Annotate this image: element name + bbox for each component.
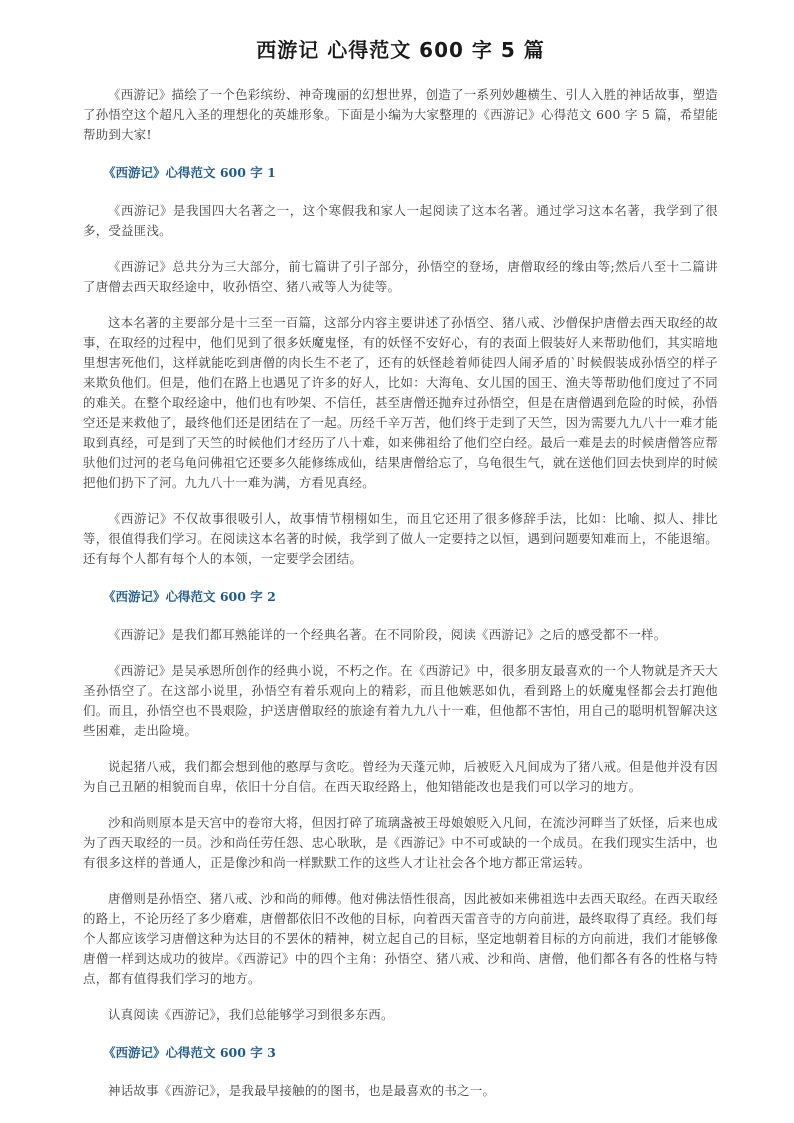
- page-title: 西游记 心得范文 600 字 5 篇: [256, 38, 545, 62]
- paragraph: 唐僧则是孙悟空、猪八戒、沙和尚的师傅。他对佛法悟性很高，因此被如来佛祖选中去西天取经。在西天取经的路上，不论历经了多少磨难，唐僧都依旧不改他的目标，向着西天雷音寺的方向前进，最终取得了真经。我们每个人都应该学习唐僧这种为达目的不罢休的精神，树立起自己的目标，坚定地朝着目标的方向前进，我们才能够像唐僧一样到达成功的彼岸。《西游记》中的四个主角：孙悟空、猪八戒、沙和尚、唐僧，他们都各有各的性格与特点，都有值得我们学习的地方。: [83, 891, 718, 986]
- paragraph: 《西游记》是我们都耳熟能详的一个经典名著。在不同阶段，阅读《西游记》之后的感受都不一样。: [108, 627, 667, 642]
- paragraph: 沙和尚则原本是天宫中的卷帘大将，但因打碎了琉璃盏被王母娘娘贬入凡间，在流沙河畔当了妖怪，后来也成为了西天取经的一员。沙和尚任劳任怨、忠心耿耿，是《西游记》中不可或缺的一个成员。在我们现实生活中，也有很多这样的普通人，正是像沙和尚一样默默工作的这些人才让社会各个地方都正常运转。: [83, 815, 718, 870]
- section-heading-3: 《西游记》心得范文 600 字 3: [103, 1045, 276, 1060]
- paragraph: 《西游记》不仅故事很吸引人，故事情节栩栩如生，而且它还用了很多修辞手法，比如：比喻、拟人、排比等，很值得我们学习。在阅读这本名著的时候，我学到了做人一定要持之以恒，遇到问题要知难而上，不能退缩。还有每个人都有每个人的本领，一定要学会团结。: [83, 511, 718, 566]
- paragraph: 《西游记》是吴承恩所创作的经典小说，不朽之作。在《西游记》中，很多朋友最喜欢的一个人物就是齐天大圣孙悟空了。在这部小说里，孙悟空有着乐观向上的精彩，而且他嫉恶如仇，看到路上的妖魔鬼怪都会去打跑他们。而且，孙悟空也不畏艰险，护送唐僧取经的旅途有着九九八十一难，但他都不害怕，用自己的聪明机智解决这些困难，走出险境。: [83, 663, 718, 738]
- paragraph: 这本名著的主要部分是十三至一百篇，这部分内容主要讲述了孙悟空、猪八戒、沙僧保护唐僧去西天取经的故事，在取经的过程中，他们见到了很多妖魔鬼怪，有的妖怪不安好心，有的表面上假装好人来帮助他们，其实暗地里想害死他们，这样就能吃到唐僧的肉长生不老了，还有的妖怪趁着师徒四人闹矛盾的`时候假装成孙悟空的样子来欺负他们。但是，他们在路上也遇见了许多的好人，比如：大海龟、女儿国的国王、渔夫等帮助他们度过了不同的难关。在整个取经途中，他们也有吵架、不信任，甚至唐僧还抛弃过孙悟空，但是在唐僧遇到危险的时候，孙悟空还是来救他了，最终他们还是团结在了一起。历经千辛万苦，他们终于走到了天竺，因为需要九九八十一难才能取到真经，可是到了天竺的时候他们才经历了八十难，如来佛祖给了他们空白经。最后一难是去的时候唐僧答应帮驮他们过河的老乌龟问佛祖它还要多久能修练成仙，结果唐僧给忘了，乌龟很生气，就在送他们回去快到岸的时候把他们扔下了河。九九八十一难为满，方看见真经。: [83, 315, 718, 490]
- intro-paragraph: 《西游记》描绘了一个色彩缤纷、神奇瑰丽的幻想世界，创造了一系列妙趣横生、引人入胜的神话故事，塑造了孙悟空这个超凡入圣的理想化的英雄形象。下面是小编为大家整理的《西游记》心得范文 600 字 5 篇，希望能帮助到大家!: [83, 87, 718, 142]
- paragraph: 认真阅读《西游记》，我们总能够学习到很多东西。: [108, 1007, 394, 1022]
- section-heading-1: 《西游记》心得范文 600 字 1: [103, 165, 276, 180]
- paragraph: 《西游记》总共分为三大部分，前七篇讲了引子部分，孙悟空的登场，唐僧取经的缘由等;然后八至十二篇讲了唐僧去西天取经途中，收孙悟空、猪八戒等人为徒等。: [83, 259, 718, 294]
- section-heading-2: 《西游记》心得范文 600 字 2: [103, 589, 276, 604]
- paragraph: 说起猪八戒，我们都会想到他的憨厚与贪吃。曾经为天蓬元帅，后被贬入凡间成为了猪八戒。但是他并没有因为自己丑陋的相貌而自卑，依旧十分自信。在西天取经路上，他知错能改也是我们可以学习的地方。: [83, 759, 718, 794]
- paragraph: 神话故事《西游记》，是我最早接触的的图书，也是最喜欢的书之一。: [108, 1083, 496, 1098]
- paragraph: 《西游记》是我国四大名著之一，这个寒假我和家人一起阅读了这本名著。通过学习这本名著，我学到了很多，受益匪浅。: [83, 203, 718, 238]
